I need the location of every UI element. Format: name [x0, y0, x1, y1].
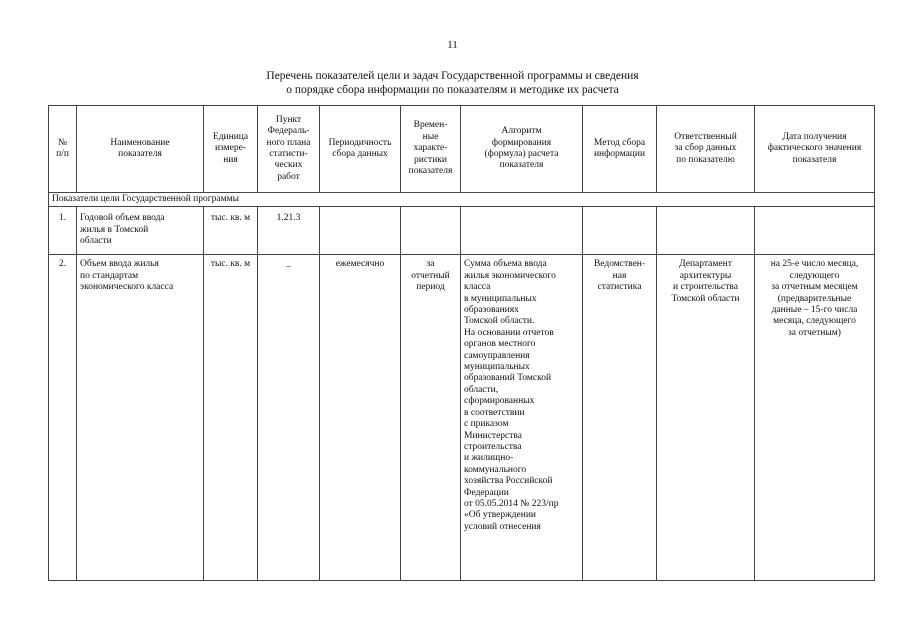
document-title — [0, 69, 905, 97]
table-row — [49, 207, 875, 255]
title-line-1: Перечень показателей цели и задач Государственной программы и сведения — [266, 70, 639, 82]
header-num: № п/п — [49, 106, 77, 193]
cell-periodicity: ежемесячно — [320, 255, 401, 581]
cell-num: 1. — [49, 207, 77, 255]
header-method: Метод сбора информации — [583, 106, 657, 193]
section-title: Показатели цели Государственной программы — [49, 193, 875, 207]
section-row — [49, 193, 875, 207]
header-unit: Единица измере- ния — [204, 106, 258, 193]
cell-name: Объем ввода жилья по стандартам экономического класса — [77, 255, 204, 581]
cell-num: 2. — [49, 255, 77, 581]
cell-date: на 25-е число месяца, следующего за отчетным месяцем (предварительные данные – 15-го числа месяца, следующего за отчетным) — [755, 255, 875, 581]
header-name: Наименование показателя — [77, 106, 204, 193]
header-periodicity: Периодичность сбора данных — [320, 106, 401, 193]
indicators-table — [48, 105, 875, 581]
cell-date — [755, 207, 875, 255]
page-number: 11 — [447, 39, 458, 51]
header-date: Дата получения фактического значения показателя — [755, 106, 875, 193]
cell-periodicity — [320, 207, 401, 255]
cell-fed-plan: 1.21.3 — [258, 207, 320, 255]
header-responsible: Ответственный за сбор данных по показателю — [657, 106, 755, 193]
header-fed-plan: Пункт Федераль- ного плана статисти- ческих работ — [258, 106, 320, 193]
cell-algorithm — [461, 207, 583, 255]
header-algorithm: Алгоритм формирования (формула) расчета показателя — [461, 106, 583, 193]
header-row — [49, 106, 875, 193]
header-time-char: Времен- ные характе- ристики показателя — [401, 106, 461, 193]
table-row — [49, 255, 875, 581]
cell-method: Ведомствен- ная статистика — [583, 255, 657, 581]
cell-time-char — [401, 207, 461, 255]
cell-time-char: за отчетный период — [401, 255, 461, 581]
cell-algorithm: Сумма объема ввода жилья экономического класса в муниципальных образованиях Томской области. На основании отчетов органов местного самоуправления муниципальных образований Томской области, сформированных в соответствии с приказом Министерства строительства и жилищно- коммунального хозяйства Российской Федерации от 05.05.2014 № 223/пр «Об утверждении условий отнесения — [461, 255, 583, 581]
cell-method — [583, 207, 657, 255]
cell-name: Годовой объем ввода жилья в Томской области — [77, 207, 204, 255]
cell-fed-plan: _ — [258, 255, 320, 581]
cell-unit: тыс. кв. м — [204, 255, 258, 581]
title-line-2: о порядке сбора информации по показателям и методике их расчета — [286, 84, 619, 96]
cell-responsible — [657, 207, 755, 255]
cell-unit: тыс. кв. м — [204, 207, 258, 255]
cell-responsible: Департамент архитектуры и строительства Томской области — [657, 255, 755, 581]
